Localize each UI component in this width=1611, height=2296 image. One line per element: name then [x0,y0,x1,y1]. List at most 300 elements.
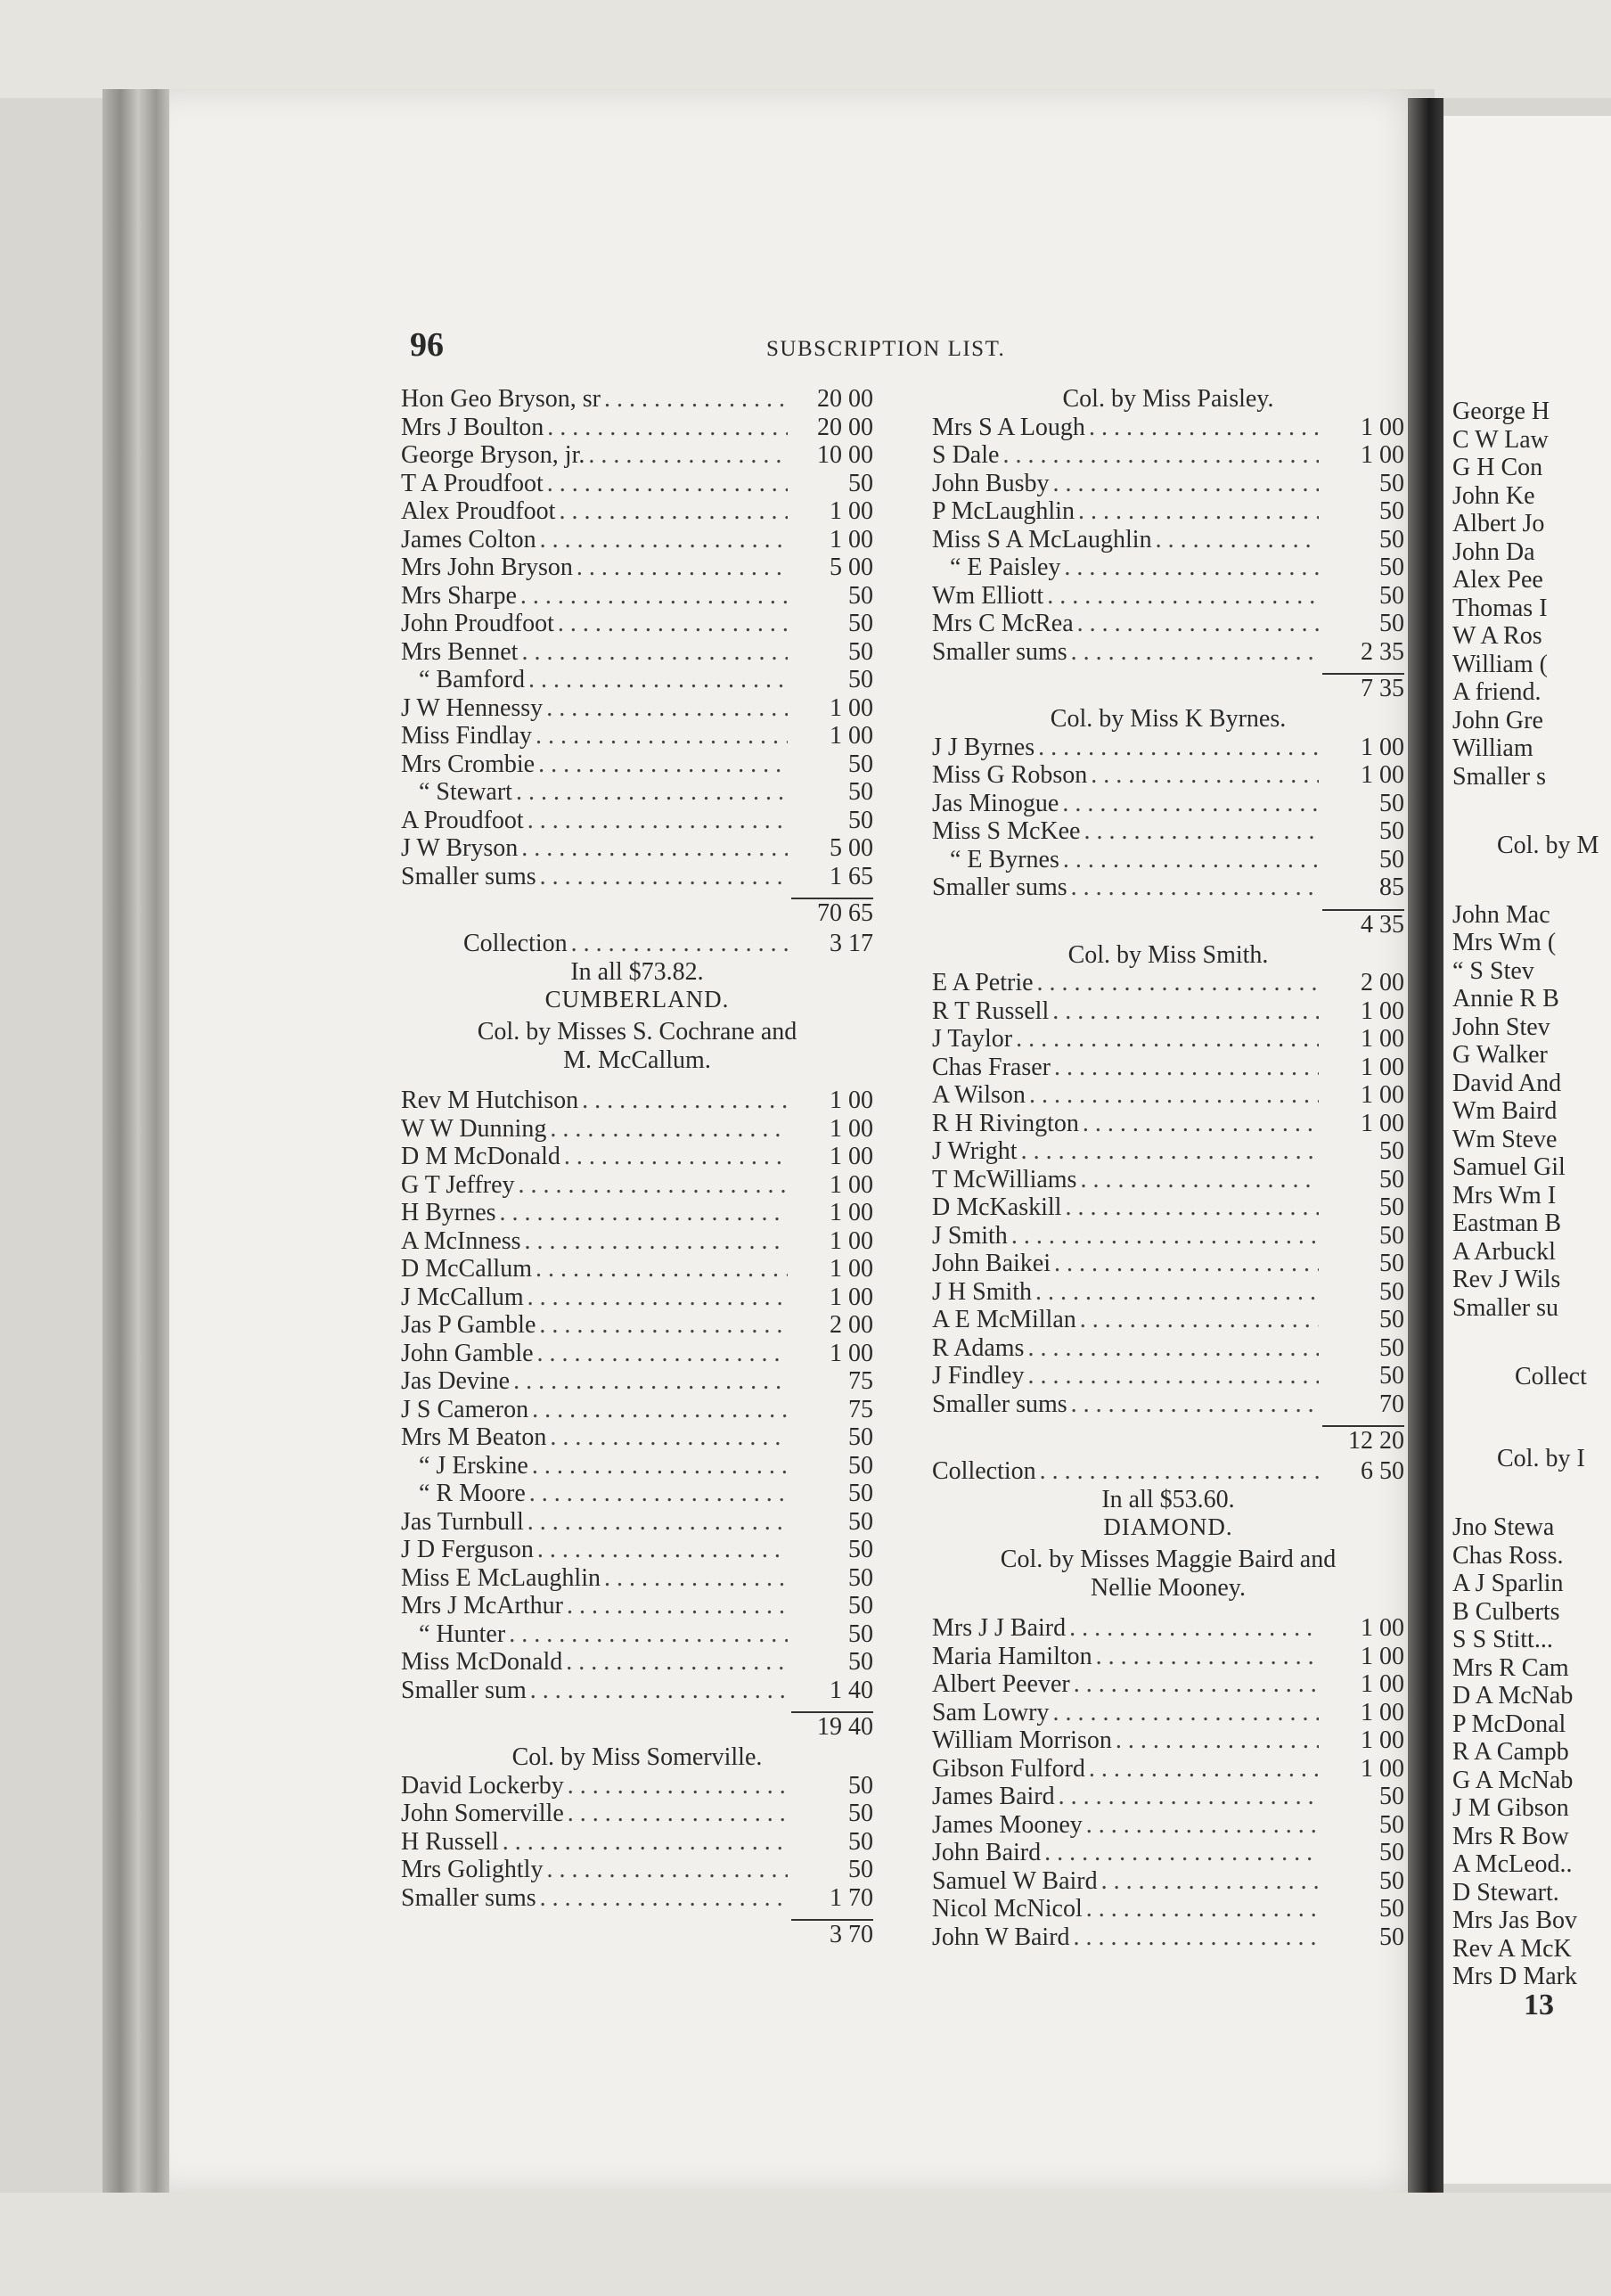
entry-row [932,1895,1404,1923]
column-3-cropped [1452,398,1611,2019]
entry-amount: 5 00 [830,554,873,581]
entry-amount: 1 00 [830,1255,873,1283]
dot-leader [1064,554,1319,582]
entry-name: James Mooney [932,1810,1083,1839]
entry-row [932,1670,1404,1699]
entry-name: Smaller sums [932,637,1067,666]
entry-name-cropped: Mrs R Bow [1452,1822,1569,1850]
dot-leader [1047,582,1319,611]
entry-name: William Morrison [932,1726,1112,1754]
entry-name: Mrs Sharpe [401,581,517,610]
entry-name-cropped: G H Con [1452,454,1543,481]
entry-row [401,638,873,667]
entry-name: A E McMillan [932,1306,1076,1333]
dot-leader [530,1677,788,1705]
collector-heading: Col. by Miss Paisley. [1062,385,1274,413]
dot-leader [536,1255,788,1283]
entry-row [401,1086,873,1115]
entry-name: Maria Hamilton [932,1642,1092,1670]
entry-name-cropped: A friend. [1452,678,1541,706]
dot-leader [1037,969,1319,997]
dot-leader [564,1143,788,1171]
entry-name: “ Bamford [419,666,525,693]
entry-row [932,997,1404,1026]
entry-name-cropped: Jno Stewa [1452,1513,1555,1541]
entry-name: John Busby [932,469,1050,497]
entry-row [932,610,1404,638]
entry-name-cropped: B Culberts [1452,1597,1560,1626]
entry-row [932,1755,1404,1784]
dot-leader [539,1311,788,1340]
entry-amount: 1 00 [1361,1614,1404,1642]
dot-leader [566,1648,788,1677]
entry-row [932,1390,1404,1419]
entry-amount: 1 00 [830,722,873,750]
dot-leader [1116,1726,1319,1755]
dot-leader [1071,638,1319,667]
entry-name: J S Cameron [401,1395,529,1423]
entry-name-cropped: G A McNab [1452,1766,1574,1794]
dot-leader [1027,1334,1319,1363]
entry-name: John Gamble [401,1339,534,1367]
entry-row [932,1699,1404,1727]
entry-name: Mrs C McRea [932,610,1074,637]
entry-name: Jas Minogue [932,789,1059,817]
dot-leader [1071,1390,1319,1419]
entry-name: P McLaughlin [932,497,1075,525]
entry-name: Miss E McLaughlin [401,1563,601,1592]
dot-leader [525,1227,788,1256]
entry-name: Alex Proudfoot [401,497,556,525]
entry-name-cropped: A McLeod.. [1452,1850,1573,1878]
in-all-total: In all $53.60. [1101,1485,1235,1513]
entry-name: Miss Findlay [401,722,533,750]
entry-amount: 50 [1379,1333,1404,1362]
entry-amount: 50 [1379,1923,1404,1951]
entry-row [932,1362,1404,1390]
entry-name-cropped: John Da [1452,537,1535,566]
entry-amount: 1 00 [830,693,873,722]
entry-list-a [932,414,1404,667]
entry-row [401,722,873,750]
entry-row [401,1115,873,1144]
entry-name: Smaller sums [932,873,1067,901]
entry-amount: 50 [1379,845,1404,873]
entry-amount: 50 [1379,1165,1404,1193]
dot-leader [1052,997,1319,1026]
entry-amount: 50 [1379,1221,1404,1250]
entry-amount: 50 [1379,789,1404,817]
entry-name: A Proudfoot [401,806,524,834]
entry-row [932,497,1404,526]
entry-amount: 50 [1379,1866,1404,1895]
dot-leader [1029,1081,1319,1110]
entry-row [401,1423,873,1452]
dot-leader [550,1115,788,1144]
entry-name-cropped: “ S Stev [1452,956,1534,985]
dot-leader [1086,1895,1319,1923]
entry-amount: 70 [1379,1390,1404,1418]
entry-amount: 75 [848,1367,873,1395]
entry-name: “ E Paisley [950,554,1061,581]
entry-name: J H Smith [932,1277,1033,1306]
entry-row [401,1536,873,1564]
entry-row [401,1564,873,1593]
entry-row [932,1137,1404,1166]
entry-amount: 50 [1379,497,1404,525]
section-title-cumberland: CUMBERLAND. [544,986,730,1013]
dot-leader [520,582,788,611]
entry-name: Mrs J Boulton [401,413,544,441]
entry-amount: 50 [848,806,873,834]
dot-leader [547,470,788,498]
entry-name-cropped: Smaller su [1452,1293,1558,1322]
entry-amount: 50 [848,581,873,610]
entry-name: R Adams [932,1333,1025,1362]
dot-leader [559,497,788,526]
dot-leader [1052,470,1319,498]
entry-row [932,969,1404,997]
entry-row [401,807,873,835]
entry-name: Mrs S A Lough [932,413,1085,441]
entry-name: J D Ferguson [401,1536,534,1563]
entry-name: Wm Elliott [932,581,1044,610]
entry-amount: 50 [1379,1193,1404,1221]
entry-name-cropped: Mrs D Mark [1452,1963,1577,1990]
collector-heading: Col. by I [1497,1444,1585,1472]
entry-row [932,1222,1404,1250]
entry-name-cropped: Rev A McK [1452,1934,1572,1963]
entry-name: G T Jeffrey [401,1170,515,1199]
collection-row [932,1457,1404,1486]
dot-leader [568,1800,788,1828]
entry-amount: 1 00 [830,1339,873,1367]
collector-heading: Col. by Misses Maggie Baird and [1000,1546,1337,1573]
entry-row [401,863,873,891]
dot-leader [1096,1643,1319,1671]
entry-amount: 1 00 [830,497,873,525]
entry-row [401,1340,873,1368]
entry-name: David Lockerby [401,1771,564,1800]
entry-amount: 50 [1379,1810,1404,1839]
entry-name: J McCallum [401,1283,524,1311]
entry-amount: 1 00 [1361,1109,1404,1137]
entry-name: Mrs Crombie [401,750,536,778]
entry-row [932,846,1404,874]
entry-name-cropped: David And [1452,1069,1562,1097]
dot-leader [577,554,788,582]
dot-leader [1002,441,1319,470]
entry-amount: 50 [1379,581,1404,610]
entry-amount: 5 00 [830,834,873,862]
dot-leader [509,1620,788,1649]
collector-heading: Col. by M [1497,832,1599,859]
entry-name: Jas P Gamble [401,1311,536,1339]
entry-amount: 50 [1379,1137,1404,1165]
collection-label: Collect [1515,1363,1587,1390]
dot-leader [1059,1783,1319,1811]
entry-row [401,1171,873,1200]
collector-heading: Col. by Misses S. Cochrane and [477,1018,797,1046]
entry-amount: 50 [1379,817,1404,845]
subtotal: 19 40 [817,1713,873,1741]
entry-name-cropped: Alex Pee [1452,566,1543,594]
entry-amount: 85 [1379,873,1404,901]
dot-leader [1101,1867,1319,1896]
entry-name: Mrs Golightly [401,1856,544,1883]
entry-row [932,582,1404,611]
entry-row [932,1110,1404,1138]
entry-row [932,817,1404,846]
scan-background-top [0,0,1611,98]
entry-row [401,1227,873,1256]
dot-leader [1084,817,1319,846]
entry-row [401,1772,873,1800]
dot-leader [519,1171,788,1200]
entry-amount: 2 00 [1361,969,1404,996]
entry-row [401,834,873,863]
entry-row [401,1648,873,1677]
entry-amount: 50 [1379,525,1404,554]
entry-amount: 1 40 [830,1676,873,1704]
entry-row [932,470,1404,498]
dot-leader [527,1283,788,1312]
entry-name-cropped: G Walker [1452,1041,1548,1069]
dot-leader [521,638,788,667]
entry-name: A McInness [401,1226,521,1255]
signature-mark: 13 [1524,1988,1554,2019]
entry-name: John Somerville [401,1800,564,1827]
entry-amount: 50 [1379,1250,1404,1277]
entry-name: Miss McDonald [401,1648,563,1676]
entry-row [401,1856,873,1884]
entry-amount: 50 [848,1800,873,1827]
entry-name: A Wilson [932,1081,1026,1109]
entry-row [401,1311,873,1340]
entry-row [932,1193,1404,1222]
entry-name-cropped: Mrs Wm I [1452,1181,1557,1210]
subtotal: 4 35 [1361,910,1404,939]
entry-name: J J Byrnes [932,733,1035,761]
entry-row [401,470,873,498]
entry-name-cropped: John Ke [1452,481,1535,510]
entry-row [401,694,873,723]
dot-leader [568,1772,788,1800]
dot-leader [1074,1923,1319,1952]
entry-name: “ J Erskine [419,1451,528,1480]
entry-name: Gibson Fulford [932,1754,1085,1783]
subtotal: 12 20 [1348,1427,1404,1455]
dot-leader [516,778,788,807]
running-head: SUBSCRIPTION LIST. [766,337,1006,361]
dot-leader [532,1452,788,1480]
entry-list-c [1452,1513,1611,1991]
entry-amount: 1 00 [1361,1053,1404,1081]
entry-row [401,1255,873,1283]
entry-amount: 50 [1379,610,1404,637]
dot-leader [1052,1699,1319,1727]
entry-name: John W Baird [932,1923,1070,1951]
dot-leader [537,1340,788,1368]
dot-leader [1016,1025,1319,1054]
entry-row [401,385,873,414]
dot-leader [521,834,788,863]
entry-name: Jas Turnbull [401,1507,524,1536]
entry-amount: 1 65 [830,862,873,890]
entry-name-cropped: P McDonal [1452,1710,1566,1738]
entry-amount: 1 00 [1361,1698,1404,1726]
dot-leader [1069,1614,1319,1643]
dot-leader [540,526,788,554]
entry-amount: 1 00 [1361,413,1404,441]
entry-name: Rev M Hutchison [401,1086,579,1114]
entry-amount: 50 [848,1563,873,1592]
dot-leader [1080,1166,1319,1194]
entry-row [401,554,873,582]
entry-row [932,1923,1404,1952]
dot-leader [1091,761,1319,790]
entry-list-a [1452,398,1611,791]
entry-row [401,1884,873,1913]
entry-name: John Baird [932,1839,1042,1866]
entry-amount: 1 00 [1361,441,1404,469]
entry-amount: 1 00 [830,1114,873,1143]
entry-row [401,1480,873,1508]
subtotal: 3 70 [830,1921,873,1948]
collection-label: Collection [932,1457,1036,1485]
entry-name: Mrs J J Baird [932,1614,1067,1642]
entry-row [932,1783,1404,1811]
entry-name-cropped: John Mac [1452,900,1550,929]
entry-name: James Baird [932,1783,1055,1810]
entry-name: T A Proudfoot [401,469,544,497]
entry-list-d [932,1614,1404,1951]
subtotal: 7 35 [1361,675,1404,702]
entry-name: Albert Peever [932,1670,1070,1698]
entry-name: Mrs J McArthur [401,1592,563,1620]
entry-name-cropped: Mrs Wm ( [1452,929,1557,956]
entry-name-cropped: John Gre [1452,706,1543,734]
entry-row [932,1867,1404,1896]
entry-amount: 1 00 [830,1226,873,1255]
entry-name: “ Hunter [419,1620,506,1648]
entry-amount: 50 [848,1507,873,1536]
entry-name-cropped: D A McNab [1452,1682,1574,1710]
entry-row [932,414,1404,442]
collection-label: Collection [463,930,568,957]
entry-name: J W Hennessy [401,693,544,722]
entry-row [932,873,1404,902]
entry-name-cropped: Eastman B [1452,1210,1562,1237]
entry-row [932,638,1404,667]
entry-amount: 50 [848,637,873,666]
entry-name-cropped: Mrs Jas Bov [1452,1906,1578,1934]
entry-name: J Wright [932,1137,1018,1165]
entry-name-cropped: Thomas I [1452,594,1548,622]
dot-leader [1065,1193,1319,1222]
in-all-total: In all $73.82. [570,957,704,986]
dot-leader [1080,1306,1319,1334]
entry-row [401,1396,873,1424]
entry-row [401,1677,873,1705]
entry-name-cropped: Albert Jo [1452,510,1545,537]
entry-name-cropped: John Stev [1452,1013,1550,1041]
entry-amount: 1 00 [830,1199,873,1226]
entry-amount: 50 [848,750,873,778]
dot-leader [547,414,788,442]
entry-row [401,441,873,470]
entry-name: Smaller sum [401,1676,527,1704]
entry-name: Smaller sums [401,1883,536,1912]
entry-name-cropped: Wm Baird [1452,1097,1558,1125]
entry-amount: 1 00 [830,1143,873,1170]
entry-name: R H Rivington [932,1109,1079,1137]
dot-leader [1062,790,1319,818]
entry-name: J Smith [932,1221,1008,1250]
entry-name: Mrs John Bryson [401,554,573,581]
entry-amount: 50 [848,1827,873,1856]
entry-amount: 1 00 [1361,996,1404,1025]
entry-list-c [401,1772,873,1913]
dot-leader [1077,610,1319,638]
entry-amount: 1 00 [830,1086,873,1114]
entry-name-cropped: Chas Ross. [1452,1541,1564,1570]
subtotal: 70 65 [817,899,873,927]
dot-leader [1063,846,1319,874]
entry-row [401,750,873,779]
dot-leader [1054,1054,1319,1082]
entry-amount: 1 00 [1361,1726,1404,1754]
dot-leader [538,750,788,779]
entry-name: D M McDonald [401,1143,560,1170]
dot-leader [536,722,788,750]
entry-amount: 50 [1379,469,1404,497]
entry-amount: 1 70 [830,1883,873,1912]
dot-leader [529,1480,788,1508]
dot-leader [604,1564,788,1593]
entry-amount: 50 [848,1423,873,1451]
entry-row [932,441,1404,470]
entry-name: Mrs Bennet [401,637,519,666]
entry-row [401,1800,873,1828]
entry-name: Smaller sums [932,1390,1067,1418]
dot-leader [540,863,788,891]
entry-name-cropped: R A Campb [1452,1738,1569,1766]
entry-name: John Proudfoot [401,610,554,637]
entry-amount: 50 [1379,1839,1404,1866]
entry-name: “ R Moore [419,1480,526,1507]
entry-name: H Byrnes [401,1199,496,1226]
entry-name: J W Bryson [401,834,519,862]
entry-name: S Dale [932,441,1000,469]
entry-list-a [401,385,873,890]
entry-name: Sam Lowry [932,1698,1050,1726]
dot-leader [1083,1110,1319,1138]
dot-leader [1089,414,1319,442]
entry-row [401,1828,873,1857]
entry-name: Miss S McKee [932,817,1081,845]
entry-row [932,761,1404,790]
collector-heading-cont: M. McCallum. [563,1046,711,1074]
dot-leader [1054,1250,1319,1278]
column-1 [401,385,873,1951]
entry-amount: 1 00 [1361,1642,1404,1670]
entry-amount: 50 [848,1451,873,1480]
book-gutter [1408,98,1443,2193]
entry-amount: 75 [848,1395,873,1423]
dot-leader [1044,1839,1319,1867]
entry-row [932,1614,1404,1643]
